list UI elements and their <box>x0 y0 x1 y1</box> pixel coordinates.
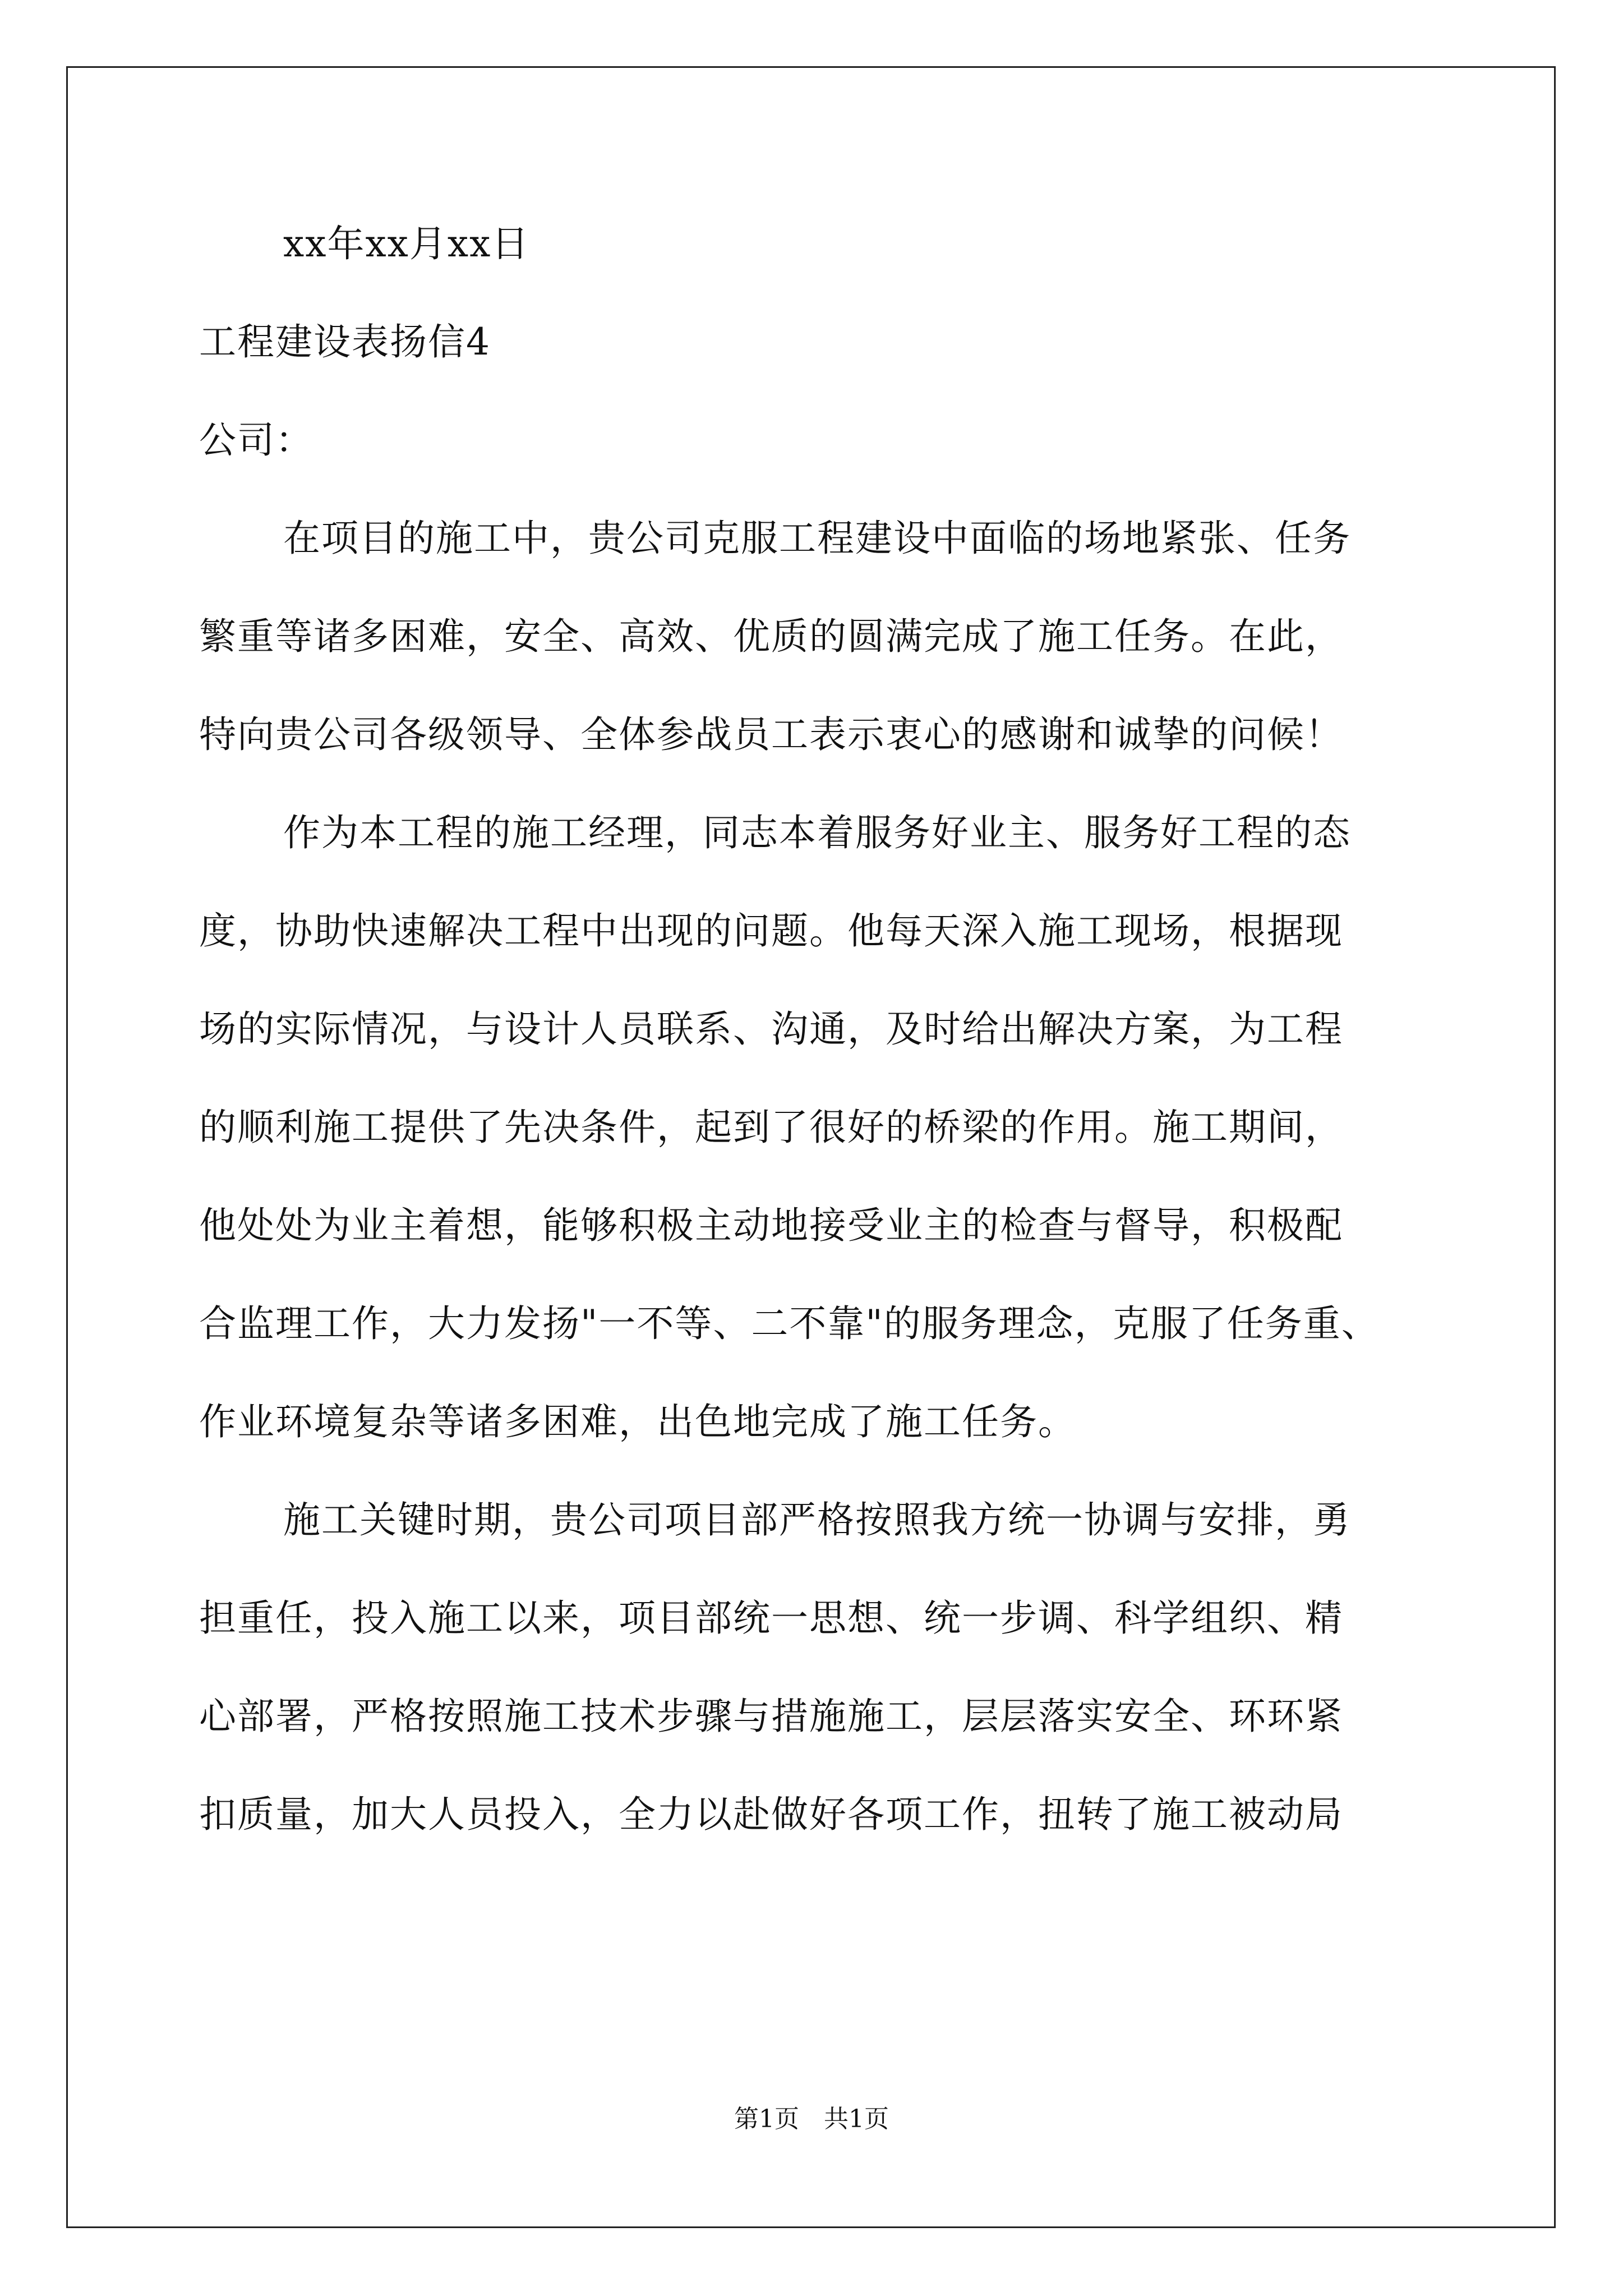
letter-title: 工程建设表扬信4 <box>199 320 491 364</box>
paragraph-line: 度，协助快速解决工程中出现的问题。他每天深入施工现场，根据现 <box>199 909 1343 953</box>
paragraph-line: 心部署，严格按照施工技术步骤与措施施工，层层落实安全、环环紧 <box>199 1695 1343 1738</box>
page-footer: 第1页 共1页 <box>734 2105 889 2133</box>
paragraph-line: 在项目的施工中，贵公司克服工程建设中面临的场地紧张、任务 <box>283 517 1351 560</box>
paragraph-line: 合监理工作，大力发扬"一不等、二不靠"的服务理念，克服了任务重、 <box>199 1302 1380 1345</box>
paragraph-line: 场的实际情况，与设计人员联系、沟通，及时给出解决方案，为工程 <box>199 1007 1343 1051</box>
paragraph-line: 作为本工程的施工经理，同志本着服务好业主、服务好工程的态 <box>283 811 1351 854</box>
letter-date: xx年xx月xx日 <box>283 222 530 265</box>
paragraph-line: 他处处为业主着想，能够积极主动地接受业主的检查与督导，积极配 <box>199 1204 1343 1247</box>
letter-salutation: 公司： <box>199 418 313 462</box>
paragraph-line: 特向贵公司各级领导、全体参战员工表示衷心的感谢和诚挚的问候！ <box>199 713 1343 756</box>
paragraph-line: 施工关键时期，贵公司项目部严格按照我方统一协调与安排，勇 <box>283 1498 1351 1542</box>
paragraph-line: 繁重等诸多困难，安全、高效、优质的圆满完成了施工任务。在此， <box>199 615 1343 658</box>
paragraph-line: 扣质量，加大人员投入，全力以赴做好各项工作，扭转了施工被动局 <box>199 1793 1343 1836</box>
paragraph-line: 的顺利施工提供了先决条件，起到了很好的桥梁的作用。施工期间， <box>199 1106 1343 1149</box>
paragraph-line: 作业环境复杂等诸多困难，出色地完成了施工任务。 <box>199 1400 1076 1443</box>
paragraph-line: 担重任，投入施工以来，项目部统一思想、统一步调、科学组织、精 <box>199 1596 1343 1640</box>
